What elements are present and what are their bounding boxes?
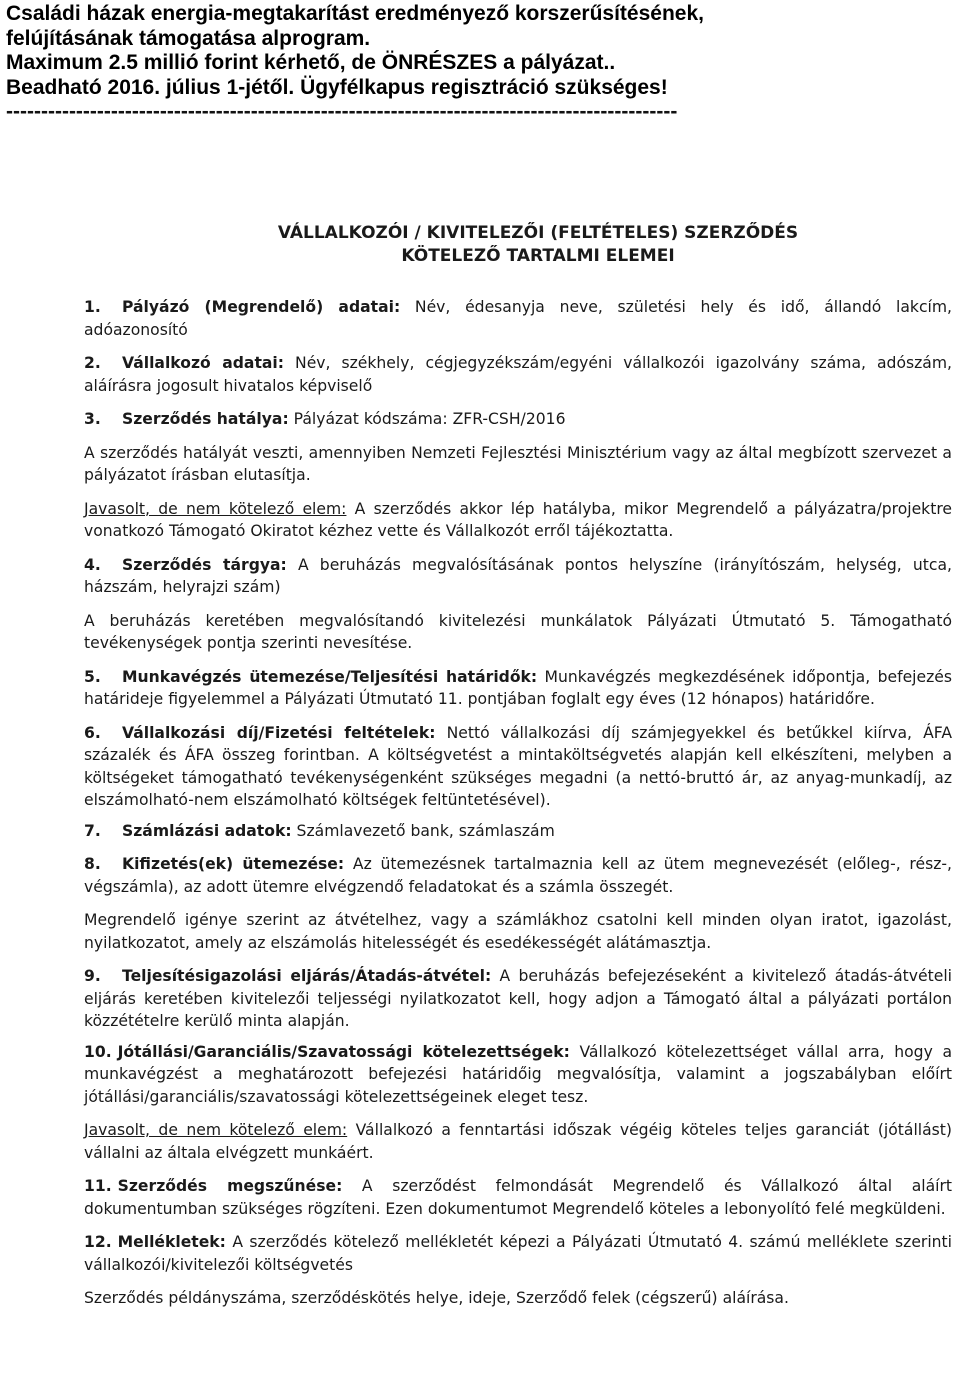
item-10 <box>84 1041 952 1109</box>
item-label: Számlázási adatok: <box>122 821 292 840</box>
item-label: Munkavégzés ütemezése/Teljesítési határidők: <box>122 667 538 686</box>
item-8 <box>84 853 952 898</box>
header-separator: ------------------------------------------------------------------------------------------------ <box>6 100 678 123</box>
paragraph-8: Megrendelő igénye szerint az átvételhez, vagy a számlákhoz csatolni kell minden olyan iratot, igazolást, nyilatkozatot, amely az elszámolás hitelességét és esedékességét alátámasztja. <box>84 911 952 952</box>
paragraph-4: A beruházás keretében megvalósítandó kivitelezési munkálatok Pályázati Útmutató 5. Támogatható tevékenységek pontja szerinti nevesítése. <box>84 611 952 652</box>
item-text: A szerződést felmondását Megrendelő és Vállalkozó által aláírt dokumentumban szükséges rögzíteni. Ezen dokumentumot Megrendelő köteles a lebonyolító felé megküldeni. <box>84 1177 952 1218</box>
item-9 <box>84 965 952 1033</box>
header-line-4: Beadható 2016. július 1-jétől. Ügyfélkapus regisztráció szükséges! <box>6 75 668 99</box>
item-number: 6. <box>84 723 101 742</box>
optional-label: Javasolt, de nem kötelező elem: <box>84 499 347 518</box>
item-4 <box>84 554 952 599</box>
item-number: 1. <box>84 298 101 316</box>
item-label: Szerződés hatálya: <box>122 410 289 428</box>
item-label: Teljesítésigazolási eljárás/Átadás-átvétel: <box>122 967 492 985</box>
item-label: Mellékletek: <box>117 1233 226 1251</box>
item-label: Szerződés tárgya: <box>122 555 287 574</box>
item-label: Szerződés megszűnése: <box>117 1177 343 1195</box>
item-text: Név, édesanyja neve, születési hely és idő, állandó lakcím, adóazonosító <box>84 298 952 339</box>
item-5 <box>84 666 952 711</box>
contract-document <box>84 222 952 1310</box>
item-number: 5. <box>84 667 101 686</box>
paragraph-10 <box>84 1119 952 1164</box>
item-7 <box>84 820 952 843</box>
paragraph-3b <box>84 498 952 543</box>
item-text: Pályázat kódszáma: ZFR-CSH/2016 <box>288 410 566 428</box>
item-label: Jótállási/Garanciális/Szavatossági kötelezettségek: <box>117 1042 570 1061</box>
item-3 <box>84 408 952 431</box>
header-line-2: felújításának támogatása alprogram. <box>6 26 371 50</box>
header-line-1: Családi házak energia-megtakarítást eredményező korszerűsítésének, <box>6 2 704 25</box>
signature-footer: Szerződés példányszáma, szerződéskötés helye, ideje, Szerződő felek (cégszerű) aláírása. <box>84 1289 789 1307</box>
item-text: Számlavezető bank, számlaszám <box>291 821 555 840</box>
item-number: 2. <box>84 354 101 372</box>
item-text: Vállalkozó kötelezettséget vállal arra, hogy a munkavégzést a meghatározott befejezési határidőig megvalósítja, valamint a jogszabályban előírt jótállási/garanciális/szavatossági kötelezettségeinek eleget tesz. <box>84 1042 953 1106</box>
item-number: 10. <box>84 1042 112 1061</box>
item-text: Az ütemezésnek tartalmaznia kell az ütem megnevezését (előleg-, rész-, végszámla), az adott ütemre elvégzendő feladatokat és a számla összegét. <box>84 855 952 896</box>
item-text: Nettó vállalkozási díj számjegyekkel és betűkkel kiírva, ÁFA százalék és ÁFA összeg forintban. A költségvetést a mintaköltségvetés alapján kell elkészíteni, melyben a költségeket támogatható tevékenységenként szükséges megadni (a nettó-bruttó ár, az anyag-munkadíj, az elszámolható-nem elszámolható költségek feltüntetésével). <box>84 723 952 809</box>
item-label: Vállalkozási díj/Fizetési feltételek: <box>122 723 436 742</box>
item-number: 11. <box>84 1177 112 1195</box>
item-6 <box>84 722 952 812</box>
item-text: A beruházás befejezéseként a kivitelező átadás-átvételi eljárás keretében kivitelezői teljességi nyilatkozatot kell, hogy adjon a Támogató által a pályázati portálon közzétételre kerülő minta alapján. <box>84 967 952 1030</box>
document-title <box>124 222 952 268</box>
item-text: Név, székhely, cégjegyzékszám/egyéni vállalkozói igazolvány száma, adószám, aláírásra jogosult hivatalos képviselő <box>84 354 953 395</box>
item-1 <box>84 296 952 341</box>
item-number: 3. <box>84 410 101 428</box>
item-label: Pályázó (Megrendelő) adatai: <box>122 298 401 316</box>
item-12 <box>84 1231 952 1276</box>
document-title-line-1: VÁLLALKOZÓI / KIVITELEZŐI (FELTÉTELES) SZERZŐDÉS <box>277 223 799 243</box>
item-11 <box>84 1175 952 1220</box>
item-2 <box>84 352 952 397</box>
document-title-line-2: KÖTELEZŐ TARTALMI ELEMEI <box>401 246 675 266</box>
item-number: 8. <box>84 855 101 873</box>
paragraph-text: Vállalkozó a fenntartási időszak végéig köteles teljes garanciát (jótállást) vállalni az általa elvégzett munkáért. <box>84 1121 952 1162</box>
header-line-3: Maximum 2.5 millió forint kérhető, de ÖNRÉSZES a pályázat.. <box>6 51 616 74</box>
paragraph-text: A szerződés akkor lép hatályba, mikor Megrendelő a pályázatra/projektre vonatkozó Támogató Okiratot kézhez vette és Vállalkozót erről tájékoztatta. <box>84 499 952 540</box>
item-number: 4. <box>84 555 101 574</box>
item-text: A beruházás megvalósításának pontos helyszíne (irányítószám, helység, utca, házszám, helyrajzi szám) <box>84 555 952 596</box>
item-number: 7. <box>84 821 101 840</box>
item-text: Munkavégzés megkezdésének időpontja, befejezés határideje figyelemmel a Pályázati Útmutató 11. pontjában foglalt egy éves (12 hónapos) határidőre. <box>84 667 952 708</box>
item-number: 12. <box>84 1233 112 1251</box>
item-text: A szerződés kötelező mellékletét képezi a Pályázati Útmutató 4. számú melléklete szerinti vállalkozói/kivitelezői költségvetés <box>84 1233 952 1274</box>
item-number: 9. <box>84 967 101 985</box>
item-label: Vállalkozó adatai: <box>122 354 285 372</box>
header-banner <box>6 2 956 124</box>
optional-label: Javasolt, de nem kötelező elem: <box>84 1121 348 1139</box>
item-label: Kifizetés(ek) ütemezése: <box>122 855 345 873</box>
paragraph-3a: A szerződés hatályát veszti, amennyiben Nemzeti Fejlesztési Minisztérium vagy az által megbízott szervezet a pályázatot írásban elutasítja. <box>84 443 952 484</box>
